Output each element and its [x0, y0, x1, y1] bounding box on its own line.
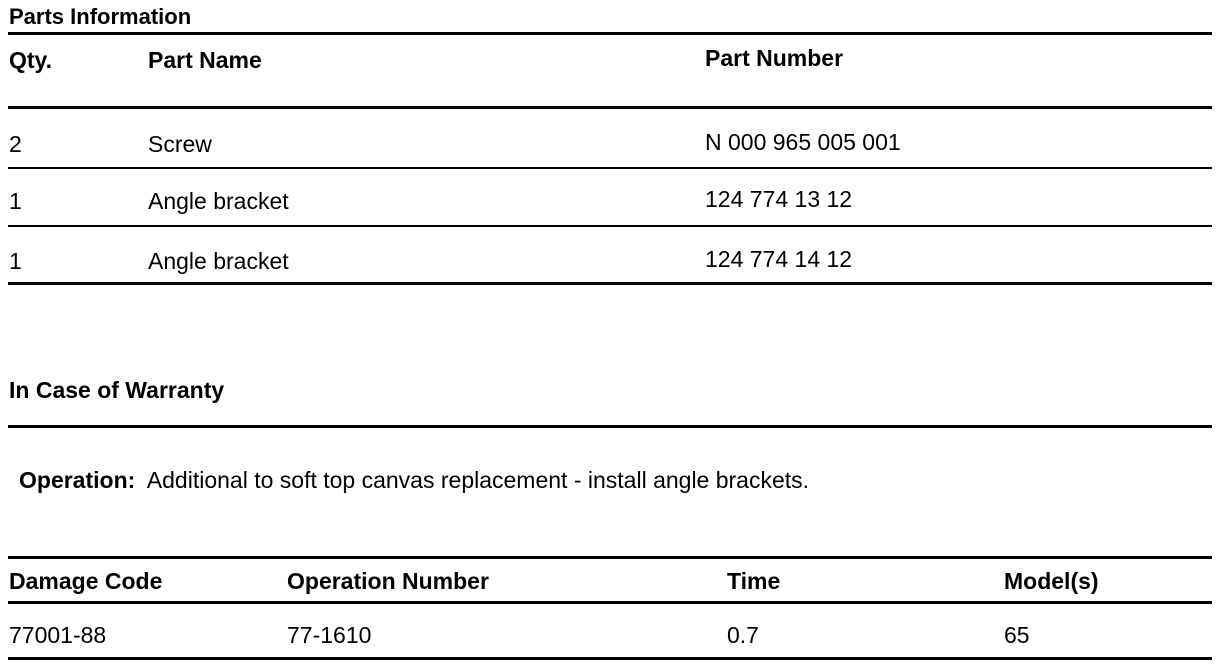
warranty-header-operation-number: Operation Number — [287, 568, 489, 594]
operation-label: Operation: — [19, 467, 136, 493]
warranty-damage-code-value: 77001-88 — [9, 622, 107, 648]
operation-text: Additional to soft top canvas replacement - install angle brackets. — [146, 467, 810, 493]
parts-row-1-number: N 000 965 005 001 — [705, 129, 901, 155]
parts-header-part-number: Part Number — [705, 45, 844, 71]
parts-title-rule — [8, 32, 1212, 35]
parts-header-qty: Qty. — [9, 47, 53, 73]
parts-row-2-name: Angle bracket — [148, 188, 289, 214]
warranty-title-rule — [8, 425, 1212, 428]
warranty-header-damage-code: Damage Code — [9, 568, 163, 594]
parts-row-1-name: Screw — [148, 131, 212, 157]
parts-row-3-name: Angle bracket — [148, 248, 289, 274]
warranty-table-top-rule — [8, 556, 1212, 559]
parts-row-2-qty: 1 — [9, 188, 22, 214]
warranty-header-models: Model(s) — [1004, 568, 1099, 594]
warranty-header-time: Time — [727, 568, 781, 594]
warranty-models-value: 65 — [1004, 622, 1030, 648]
warranty-header-rule — [8, 601, 1212, 604]
parts-row-2-rule — [8, 225, 1212, 227]
parts-row-3-number: 124 774 14 12 — [705, 246, 853, 272]
warranty-section-title: In Case of Warranty — [9, 377, 225, 403]
parts-row-2-number: 124 774 13 12 — [705, 186, 853, 212]
parts-row-1-qty: 2 — [9, 131, 22, 157]
parts-header-part-name: Part Name — [148, 47, 262, 73]
operation-description — [19, 467, 809, 494]
warranty-operation-number-value: 77-1610 — [287, 622, 372, 648]
parts-header-rule — [8, 106, 1212, 109]
warranty-time-value: 0.7 — [727, 622, 759, 648]
parts-row-1-rule — [8, 167, 1212, 169]
parts-section-title: Parts Information — [9, 4, 192, 29]
parts-row-3-qty: 1 — [9, 248, 22, 274]
parts-table-bottom-rule — [8, 282, 1212, 285]
warranty-table-bottom-rule — [8, 657, 1212, 660]
